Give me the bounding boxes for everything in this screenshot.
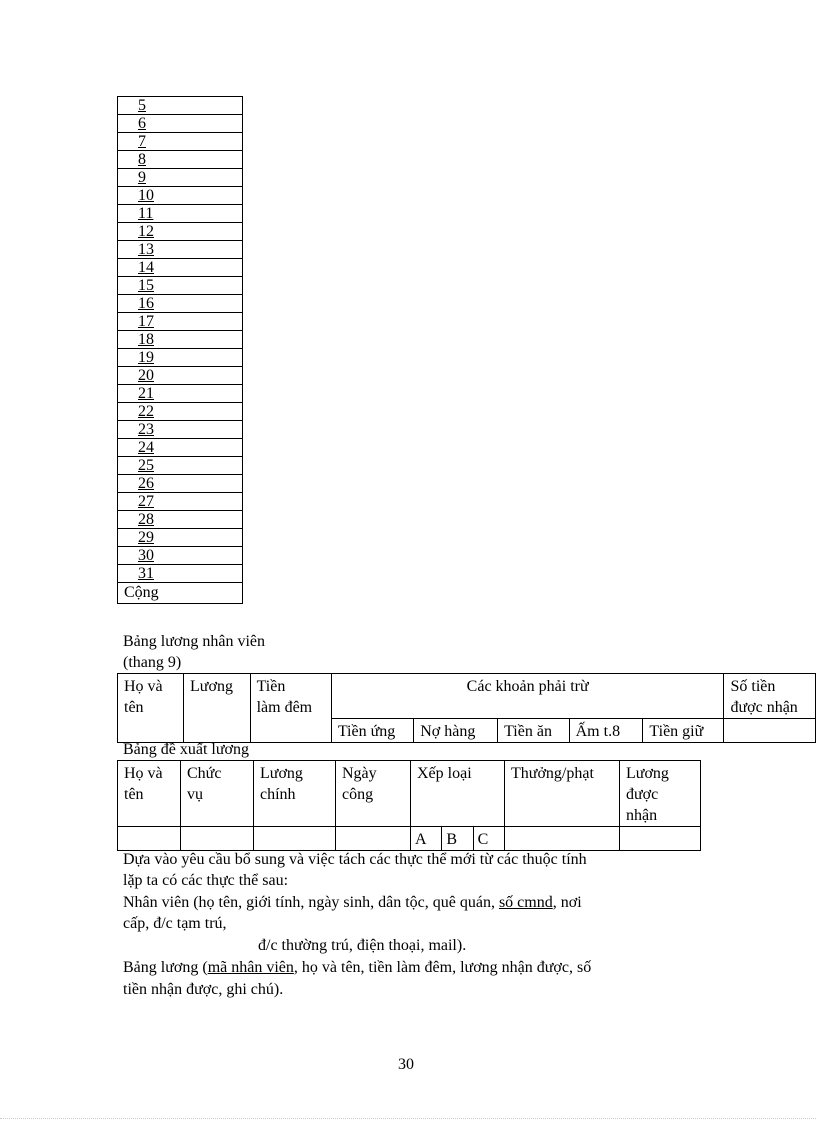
day-number-cell: 6 — [118, 115, 243, 133]
paragraph-line: Dựa vào yêu cầu bổ sung và việc tách các thực thể mới từ các thuộc tính — [123, 851, 587, 868]
paragraph-line: đ/c thường trú, điện thoại, mail). — [258, 937, 467, 954]
day-number-cell: 28 — [118, 511, 243, 529]
cell-empty — [181, 827, 254, 851]
page-number: 30 — [398, 1056, 414, 1073]
sub-meals: Tiền ăn — [498, 719, 570, 743]
header-name: Họ và tên — [118, 761, 181, 827]
cell-empty — [620, 827, 701, 851]
header-received-salary: Lương được nhận — [620, 761, 701, 827]
day-number-cell: 30 — [118, 547, 243, 565]
day-number-cell: 26 — [118, 475, 243, 493]
day-number-cell: 31 — [118, 565, 243, 583]
day-number-table — [117, 96, 243, 604]
day-number-cell: 14 — [118, 259, 243, 277]
day-number-cell: 8 — [118, 151, 243, 169]
paragraph-line: lặp ta có các thực thể sau: — [123, 872, 289, 889]
day-number-cell: 29 — [118, 529, 243, 547]
page-bottom-rule — [0, 1118, 816, 1119]
day-number-cell: 24 — [118, 439, 243, 457]
cell-empty — [254, 827, 336, 851]
header-deductions: Các khoản phải trừ — [331, 674, 724, 719]
day-number-cell: 27 — [118, 493, 243, 511]
day-number-cell: 23 — [118, 421, 243, 439]
cell-amount-empty — [724, 719, 816, 743]
header-work-days: Ngày công — [336, 761, 411, 827]
day-number-cell: 11 — [118, 205, 243, 223]
paragraph-line: cấp, đ/c tạm trú, — [123, 915, 227, 932]
day-number-cell: 25 — [118, 457, 243, 475]
salary-table-title: Bảng lương nhân viên — [123, 633, 265, 650]
salary-table — [117, 673, 816, 743]
day-number-cell: 5 — [118, 97, 243, 115]
day-number-cell: 9 — [118, 169, 243, 187]
id-number-key: số cmnd — [498, 894, 553, 911]
day-number-cell: 7 — [118, 133, 243, 151]
sub-goods-debt: Nợ hàng — [414, 719, 498, 743]
header-name: Họ và tên — [118, 674, 184, 743]
header-main-salary: Lương chính — [254, 761, 336, 827]
paragraph-line: Nhân viên (họ tên, giới tính, ngày sinh, dân tộc, quê quán, số cmnd, nơi — [123, 894, 582, 911]
header-night-work: Tiền làm đêm — [250, 674, 331, 743]
proposal-table-title: Bảng đề xuất lương — [123, 741, 249, 758]
sub-advance: Tiền ứng — [331, 719, 413, 743]
grade-a: A — [411, 827, 442, 851]
day-number-cell: 20 — [118, 367, 243, 385]
paragraph-line: Bảng lương (mã nhân viên, họ và tên, tiền làm đêm, lương nhận được, số — [123, 959, 592, 976]
sub-keep: Tiền giữ — [643, 719, 724, 743]
cell-empty — [505, 827, 620, 851]
day-number-cell: 18 — [118, 331, 243, 349]
day-number-cell: 10 — [118, 187, 243, 205]
salary-table-month: (thang 9) — [123, 654, 182, 671]
day-number-cell: 13 — [118, 241, 243, 259]
day-number-cell: 12 — [118, 223, 243, 241]
cell-empty — [336, 827, 411, 851]
employee-id-key: mã nhân viên — [207, 959, 294, 976]
grade-c: C — [473, 827, 504, 851]
day-number-cell: 19 — [118, 349, 243, 367]
header-rank: Xếp loại — [411, 761, 505, 827]
day-number-cell: 17 — [118, 313, 243, 331]
day-number-cell: 21 — [118, 385, 243, 403]
sub-am-t8: Ấm t.8 — [569, 719, 643, 743]
header-position: Chức vụ — [181, 761, 254, 827]
day-number-cell: 22 — [118, 403, 243, 421]
total-label: Cộng — [118, 583, 243, 604]
proposal-table — [117, 760, 701, 851]
day-number-cell: 16 — [118, 295, 243, 313]
grade-b: B — [442, 827, 473, 851]
cell-empty — [118, 827, 181, 851]
header-amount-received: Số tiền được nhận — [724, 674, 816, 719]
day-number-cell: 15 — [118, 277, 243, 295]
header-salary: Lương — [184, 674, 251, 743]
header-bonus-penalty: Thưởng/phạt — [505, 761, 620, 827]
paragraph-line: tiền nhận được, ghi chú). — [123, 981, 284, 998]
